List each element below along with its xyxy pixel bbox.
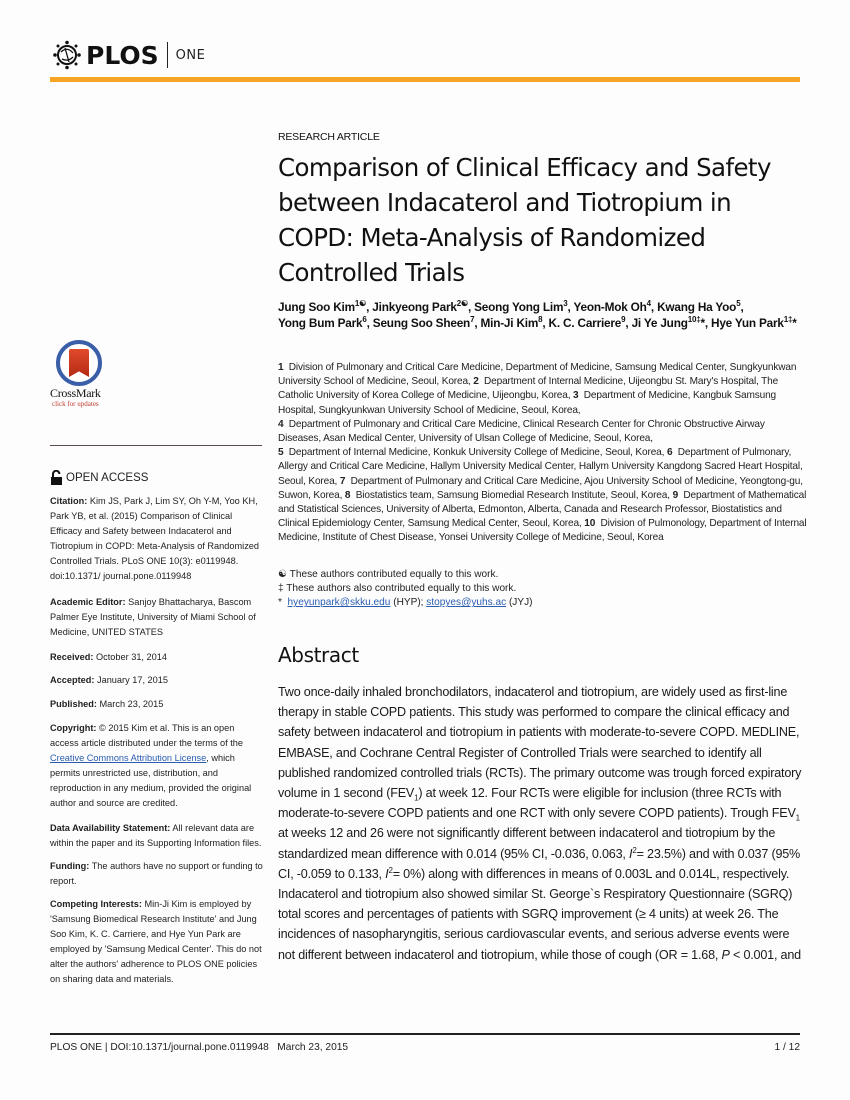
article-type: RESEARCH ARTICLE [278, 131, 380, 143]
cc-license-link[interactable]: Creative Commons Attribution License [50, 753, 207, 763]
abstract-heading: Abstract [278, 643, 359, 667]
funding-label: Funding: [50, 861, 90, 871]
affiliations: 1 Division of Pulmonary and Critical Care Medicine, Department of Medicine, Samsung Medical Center, Sungkyunkwan University School of Medicine, Seoul, Korea, 2 Department of Internal Medicine, Uijeongbu St. Mary's Hospital, The Catholic University of Korea College of Medicine, Uijeongbu, Korea, 3 Department of Medicine, Kangbuk Samsung Hospital, Sungkyunkwan University School of Medicine, Seoul, Korea, 4 Department of Pulmonary and Critical Care Medicine, Clinical Research Center for Chronic Obstructive Airway Diseases, Asan Medical Center, University of Ulsan College of Medicine, Seoul, Korea, 5 Department of Internal Medicine, Konkuk University College of Medicine, Seoul, Korea, 6 Department of Pulmonary, Allergy and Critical Care Medicine, Hallym University Medical Center, Hallym University Kangdong Sacred Heart Hospital, Seoul, Korea, 7 Department of Pulmonary and Critical Care Medicine, Ajou University School of Medicine, Yeongtong-gu, Suwon, Korea, 8 Biostatistics team, Samsung Biomedial Research Institute, Seoul, Korea, 9 Department of Mathematical and Statistical Sciences, University of Alberta, Edmonton, Alberta, Canada and Research Professor, Biostatistics and Clinical Epidemiology Center, Samsung Medical Center, Seoul, Korea, 10 Division of Pulmonology, Department of Internal Medicine, Institute of Chest Disease, Yonsei University College of Medicine, Seoul, Korea [278, 362, 807, 544]
published-block [50, 697, 264, 712]
data-availability-label: Data Availability Statement: [50, 823, 171, 833]
author[interactable]: Jinkyeong Park$^{2☯}$ [372, 299, 468, 314]
footer-citation: PLOS ONE | DOI:10.1371/journal.pone.0119948 March 23, 2015 [50, 1042, 349, 1053]
logo-journal: ONE [175, 47, 206, 63]
open-access [50, 470, 148, 485]
data-availability-text: All relevant data are within the paper and its Supporting Information files. [50, 823, 262, 848]
author[interactable]: Jung Soo Kim$^{1☯}$ [278, 299, 367, 314]
copyright-label: Copyright: [50, 723, 97, 733]
received-date: October 31, 2014 [95, 652, 167, 662]
citation-text: Kim JS, Park J, Lim SY, Oh Y-M, Yoo KH, Park YB, et al. (2015) Comparison of Clinical Efficacy and Safety between Indacaterol and Tiotropium in COPD: Meta-Analysis of Randomized Controlled Trials. PLoS ONE 10(3): e0119948. doi:10.1371/ journal.pone.0119948 [50, 496, 260, 581]
author[interactable]: K. C. Carriere$^9$ [548, 315, 626, 330]
also-equal-note: ‡ These authors also contributed equally to this work. [278, 583, 517, 595]
accepted-label: Accepted: [50, 675, 95, 685]
sidebar-divider [50, 445, 262, 446]
article-title: Comparison of Clinical Efficacy and Safety between Indacaterol and Tiotropium in COPD: Meta-Analysis of Randomized Controlled Trials [278, 153, 771, 287]
editor-text: Sanjoy Bhattacharya, Bascom Palmer Eye Institute, University of Miami School of Medicine, UNITED STATES [50, 597, 256, 637]
accepted-block [50, 673, 264, 688]
author[interactable]: Kwang Ha Yoo$^5$ [657, 299, 741, 314]
logo-wordmark: PLOS [86, 40, 159, 70]
received-block [50, 650, 264, 665]
author[interactable]: Yong Bum Park$^6$ [278, 315, 367, 330]
copyright-block [50, 721, 264, 811]
published-label: Published: [50, 699, 97, 709]
published-date: March 23, 2015 [99, 699, 164, 709]
abstract-body: Two once-daily inhaled bronchodilators, indacaterol and tiotropium, are widely used as first-line therapy in stable COPD patients. This study was performed to compare the clinical efficacy and safety between indacaterol and tiotropium in patients with moderate-to-severe COPD. MEDLINE, EMBASE, and Cochrane Central Register of Controlled Trials were searched to identify all published randomized controlled trials (RCTs). The primary outcome was trough forced expiratory volume in 1 second $(FEV_1)$ at week 12. Four RCTs were eligible for inclusion (three RCTs with moderate-to-severe COPD patients and one RCT with only severe COPD patients). Trough $FEV_1$ at weeks 12 and 26 were not significantly different between indacaterol and tiotropium by the standardized mean difference with 0.014 (95% CI, -0.036, 0.063, $I^2= 23.5\%$) and with 0.037 (95% CI, -0.059 to 0.133, $I^2= 0\%$) along with differences in means of 0.003L and 0.014L, respectively. Indacaterol and tiotropium also showed similar St. George`s Respiratory Questionnaire (SGRQ) total scores and percentages of patients with SGRQ improvement (≥ 4 units) at week 26. The incidences of nasopharyngitis, serious cardiovascular events, and serious adverse events were not different between indacaterol and tiotropium, while those of cough (OR = 1.68, P < 0.001, and [278, 685, 802, 962]
editor-label: Academic Editor: [50, 597, 126, 607]
author[interactable]: Seung Soo Sheen$^7$ [372, 315, 475, 330]
citation-label: Citation: [50, 496, 88, 506]
equal-contribution-note: ☯ These authors contributed equally to this work. [278, 569, 499, 580]
author[interactable]: Yeon-Mok Oh$^4$ [573, 299, 651, 314]
copyright-text: © 2015 Kim et al. This is an open access article distributed under the terms of the [50, 723, 244, 748]
footer-divider [50, 1033, 800, 1035]
funding-block [50, 859, 264, 889]
author[interactable]: Hye Yun Park$^{1\ddagger}$ [711, 315, 793, 330]
crossmark-label: CrossMark [50, 386, 101, 400]
competing-interests-block [50, 897, 264, 987]
copyright-text-end: , which permits unrestricted use, distribution, and reproduction in any medium, provided the original author and source are credited. [50, 753, 252, 808]
email-link[interactable]: hyeyunpark@skku.edu [287, 597, 391, 609]
open-access-label: OPEN ACCESS [66, 471, 149, 484]
citation-block [50, 494, 264, 584]
author-list: Jung Soo Kim$^{1☯}$, Jinkyeong Park$^{2☯}$, Seong Yong Lim$^3$, Yeon-Mok Oh$^4$, Kwang Ha Yoo$^5$, Yong Bum Park$^6$, Seung Soo Sheen$^7$, Min-Ji Kim$^8$, K. C. Carriere$^9$, Ji Ye Jung$^{10\ddagger}$*, Hye Yun Park$^{1\ddagger}$* [278, 299, 797, 330]
author[interactable]: Ji Ye Jung$^{10\ddagger}$ [631, 315, 701, 330]
funding-text: The authors have no support or funding to report. [50, 861, 263, 886]
email-link[interactable]: stopyes@yuhs.ac [426, 597, 507, 609]
plos-one-logo[interactable] [52, 38, 205, 72]
crossmark-icon [56, 340, 102, 386]
logo-divider [167, 42, 168, 68]
received-label: Received: [50, 652, 94, 662]
author-notes [278, 568, 808, 611]
accepted-date: January 17, 2015 [96, 675, 168, 685]
author[interactable]: Min-Ji Kim$^8$ [480, 315, 543, 330]
header-accent-bar [50, 77, 800, 82]
correspondence-note: * hyeyunpark@skku.edu (HYP); stopyes@yuhs.ac (JYJ) [278, 597, 533, 609]
competing-label: Competing Interests: [50, 899, 142, 909]
open-lock-icon [50, 470, 63, 485]
page-number: 1 / 12 [774, 1042, 800, 1053]
crossmark-badge[interactable] [50, 340, 110, 408]
academic-editor-block [50, 595, 264, 640]
author[interactable]: Seong Yong Lim$^3$ [474, 299, 568, 314]
data-availability-block [50, 821, 264, 851]
competing-text: Min-Ji Kim is employed by 'Samsung Biomedical Research Institute' and Jung Soo Kim, K. C. Carriere, and Hye Yun Park are employed by 'Samsung Medical Center'. This do not alter the authors' adherence to PLOS ONE policies on sharing data and materials. [50, 899, 262, 984]
crossmark-sub: click for updates [52, 400, 99, 408]
plos-globe-icon [52, 40, 82, 70]
